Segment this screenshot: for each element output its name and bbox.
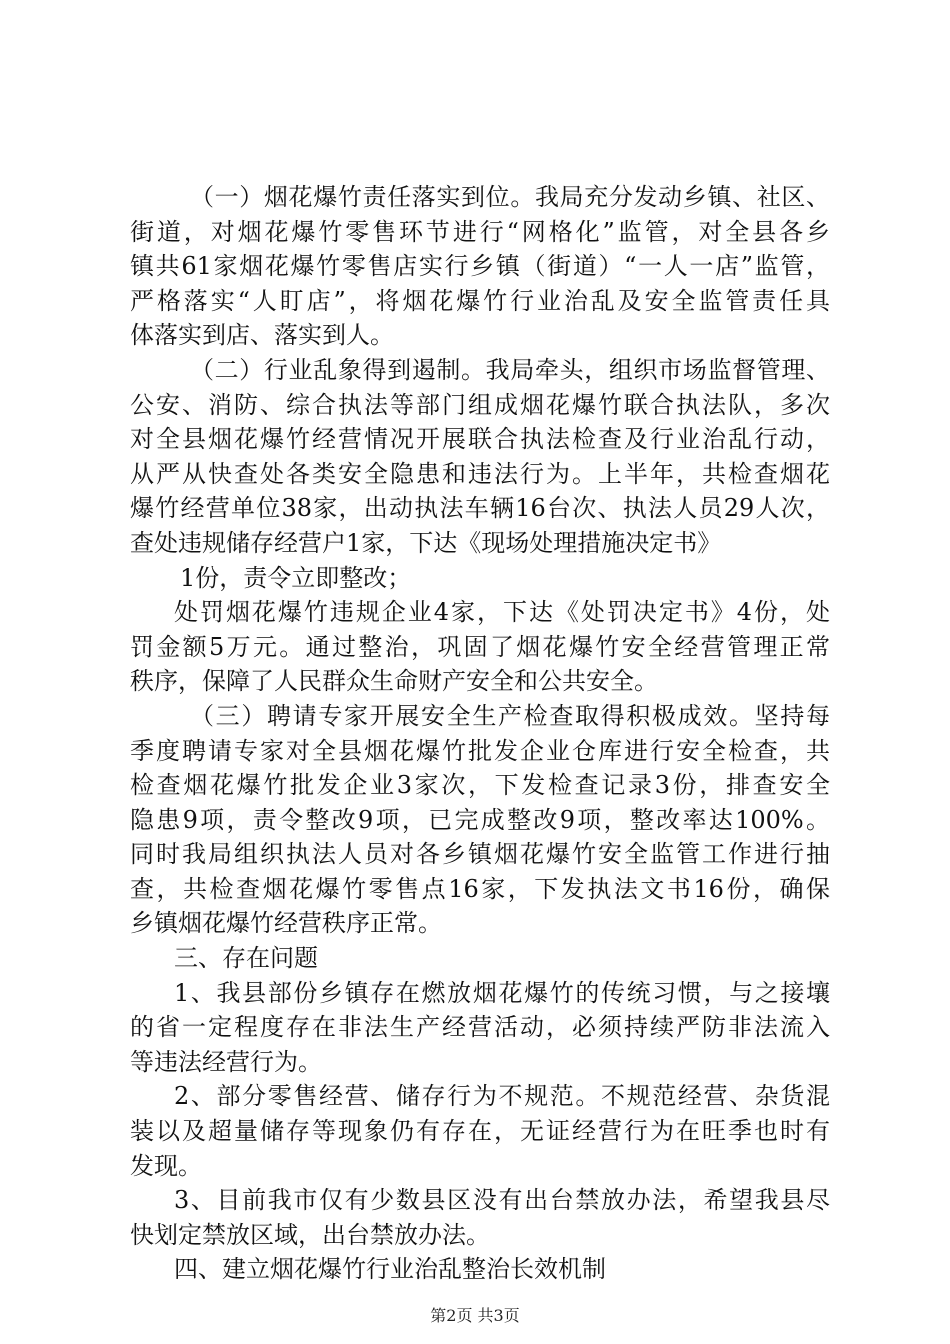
paragraph-line: 查，共检查烟花爆竹零售点16家，下发执法文书16份，确保 (130, 874, 830, 903)
paragraph-line: 查处违规储存经营户1家，下达《现场处理措施决定书》 (130, 528, 722, 557)
paragraph-line: （三）聘请专家开展安全生产检查取得积极成效。坚持每 (190, 701, 830, 730)
paragraph-line: 同时我局组织执法人员对各乡镇烟花爆竹安全监管工作进行抽 (130, 840, 830, 869)
section-heading: 三、存在问题 (174, 944, 318, 973)
paragraph-line: 爆竹经营单位38家，出动执法车辆16台次、执法人员29人次， (130, 494, 830, 523)
paragraph-line: 街道，对烟花爆竹零售环节进行“网格化”监管，对全县各乡 (130, 217, 830, 246)
section-1-fireworks-responsibility (130, 180, 830, 353)
section-2-penalty (130, 595, 830, 699)
problem-3 (130, 1183, 830, 1252)
section-2-industry-chaos-curbed (130, 353, 830, 561)
section-heading: 四、建立烟花爆竹行业治乱整治长效机制 (174, 1255, 606, 1284)
paragraph-line: 季度聘请专家对全县烟花爆竹批发企业仓库进行安全检查，共 (130, 736, 830, 765)
paragraph-line: 1份，责令立即整改； (180, 563, 412, 592)
document-body (130, 180, 830, 1287)
paragraph-line: 公安、消防、综合执法等部门组成烟花爆竹联合执法队，多次 (130, 390, 830, 419)
paragraph-line: 检查烟花爆竹批发企业3家次，下发检查记录3份，排查安全 (130, 771, 830, 800)
paragraph-line: 处罚烟花爆竹违规企业4家，下达《处罚决定书》4份，处 (174, 598, 830, 627)
section-2-continued-order (130, 561, 830, 596)
paragraph-line: 体落实到店、落实到人。 (130, 321, 394, 350)
paragraph-line: 严格落实“人盯店”，将烟花爆竹行业治乱及安全监管责任具 (130, 286, 830, 315)
paragraph-line: 3、目前我市仅有少数县区没有出台禁放办法，希望我县尽 (174, 1186, 830, 1215)
paragraph-line: 发现。 (130, 1151, 202, 1180)
section-3-expert-inspection (130, 699, 830, 941)
paragraph-line: 等违法经营行为。 (130, 1047, 322, 1076)
paragraph-line: 2、部分零售经营、储存行为不规范。不规范经营、杂货混 (174, 1082, 830, 1111)
paragraph-line: （一）烟花爆竹责任落实到位。我局充分发动乡镇、社区、 (190, 183, 830, 211)
heading-existing-problems (130, 941, 830, 976)
problem-1 (130, 976, 830, 1080)
problem-2 (130, 1079, 830, 1183)
paragraph-line: 对全县烟花爆竹经营情况开展联合执法检查及行业治乱行动， (130, 425, 830, 454)
paragraph-line: 的省一定程度存在非法生产经营活动，必须持续严防非法流入 (130, 1013, 830, 1042)
paragraph-line: 装以及超量储存等现象仍有存在，无证经营行为在旺季也时有 (130, 1117, 830, 1146)
page-number-footer: 第2页 共3页 (430, 1306, 520, 1325)
paragraph-line: 镇共61家烟花爆竹零售店实行乡镇（街道）“一人一店”监管， (130, 252, 830, 281)
paragraph-line: 1、我县部份乡镇存在燃放烟花爆竹的传统习惯，与之接壤 (174, 978, 830, 1007)
heading-long-term-mechanism (130, 1252, 830, 1287)
paragraph-line: 罚金额5万元。通过整治，巩固了烟花爆竹安全经营管理正常 (130, 632, 830, 661)
paragraph-line: （二）行业乱象得到遏制。我局牵头，组织市场监督管理、 (190, 355, 830, 384)
paragraph-line: 乡镇烟花爆竹经营秩序正常。 (130, 909, 442, 938)
paragraph-line: 隐患9项，责令整改9项，已完成整改9项，整改率达100%。 (130, 805, 830, 834)
paragraph-line: 快划定禁放区域，出台禁放办法。 (130, 1220, 490, 1249)
paragraph-line: 从严从快查处各类安全隐患和违法行为。上半年，共检查烟花 (130, 459, 830, 488)
paragraph-line: 秩序，保障了人民群众生命财产安全和公共安全。 (130, 667, 658, 696)
